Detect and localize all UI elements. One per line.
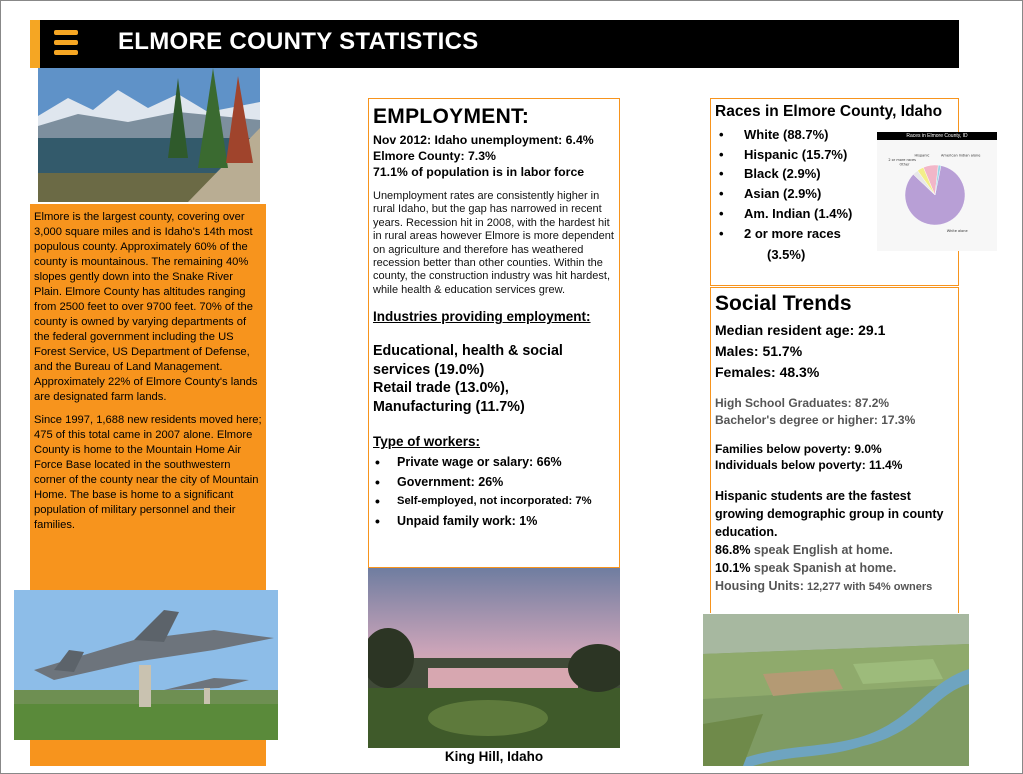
overview-paragraph-1: Elmore is the largest county, covering over 3,000 square miles and is Idaho's 14th most populous county. Approximately 60% of the county is mountainous. The remaining 40% slopes gently down into the Snake River Plain. Elmore County has altitudes ranging from 2500 feet to over 9700 feet. 70% of the county is owned by varying departments of the federal government including the US Forest Service, US Department of Defense, and the Bureau of Land Management. Approximately 22% of Elmore County's lands are designated farm lands. (34, 211, 258, 403)
fighter-jet-monument-photo (14, 590, 278, 740)
header-accent (30, 20, 40, 68)
pie-slice-label: 2 or more races (888, 157, 917, 162)
races-pie-chart (877, 132, 997, 251)
housing-units (715, 577, 954, 596)
poverty-block (715, 442, 954, 473)
stat-labor-force: 71.1% of population is in labor force (373, 165, 585, 179)
bachelors-degree: Bachelor's degree or higher: 17.3% (715, 413, 916, 427)
spanish-text: speak Spanish at home. (750, 561, 897, 575)
industries-heading: Industries providing employment: (373, 309, 591, 325)
list-item: • Government: 26% (373, 473, 615, 493)
social-trends-panel (710, 287, 959, 613)
families-poverty: Families below poverty: 9.0% (715, 442, 882, 456)
pie-slice-label: Other (899, 162, 910, 167)
english-text: speak English at home. (750, 543, 893, 557)
photo-caption: King Hill, Idaho (444, 749, 544, 764)
list-item: • Asian (2.9%) (715, 184, 954, 204)
list-item: • Black (2.9%) (715, 164, 954, 184)
employment-body: Unemployment rates are consistently higher in rural Idaho, but the gap has narrowed in recent years. Recession hit in 2008, with the hardest hit in rural areas however Elmore is more dependent on agriculture and therefore has weathered recession better than other counties. Within the county, the construction industry was hit hardest, while health & education services grew. (373, 190, 614, 296)
industry-item: Manufacturing (11.7%) (373, 398, 525, 415)
english-pct: 86.8% (715, 543, 751, 557)
page-title: ELMORE COUNTY STATISTICS (118, 28, 479, 55)
employment-title: EMPLOYMENT: (373, 105, 530, 128)
english-at-home (715, 541, 954, 559)
employment-panel (368, 98, 620, 568)
pie-slice-label: American Indian alone (941, 153, 981, 158)
list-item: • White (88.7%) (715, 125, 954, 145)
races-list-continuation: (3.5%) (767, 247, 806, 263)
list-item: • Hispanic (15.7%) (715, 145, 954, 165)
county-overview-panel (30, 204, 266, 594)
workers-list (373, 453, 615, 531)
pie-chart-title: Races in Elmore County, ID (877, 132, 997, 140)
median-age: Median resident age: 29.1 (715, 322, 886, 338)
snake-river-aerial-photo (703, 614, 969, 766)
menu-icon[interactable] (54, 30, 78, 58)
workers-heading: Type of workers: (373, 434, 481, 450)
industry-item: Retail trade (13.0%), (373, 380, 509, 397)
social-trends-title: Social Trends (715, 292, 852, 315)
mountain-lake-photo (38, 68, 260, 202)
stat-idaho-unemployment: Nov 2012: Idaho unemployment: 6.4% (373, 133, 594, 147)
spanish-pct: 10.1% (715, 561, 751, 575)
list-item: • Unpaid family work: 1% (373, 512, 615, 532)
education-block (715, 395, 954, 429)
housing-value: 12,277 with 54% owners (803, 581, 933, 593)
industry-item: Educational, health & social services (19.0%) (373, 343, 563, 378)
pie-slice-label: White alone (946, 229, 968, 234)
header-bar (30, 20, 959, 68)
males-pct: Males: 51.7% (715, 343, 803, 359)
housing-label: Housing Units: (715, 579, 804, 593)
hs-graduates: High School Graduates: 87.2% (715, 396, 890, 410)
demographics-block (715, 320, 954, 383)
orange-footer-strip (30, 740, 266, 766)
employment-stats (373, 132, 615, 180)
list-item: • 2 or more races (715, 224, 954, 244)
overview-paragraph-2: Since 1997, 1,688 new residents moved here; 475 of this total came in 2007 alone. Elmore County is home to the Mountain Home Air Force Base located in the southwestern corner of the county near the city of Mountain Home. The base is home to a significant population of military personnel and their families. (34, 414, 262, 531)
list-item: • Am. Indian (1.4%) (715, 204, 954, 224)
hispanic-note: Hispanic students are the fastest growing demographic group in county education. (715, 489, 944, 539)
king-hill-photo (368, 568, 620, 748)
individuals-poverty: Individuals below poverty: 11.4% (715, 457, 903, 472)
females-pct: Females: 48.3% (715, 364, 820, 380)
races-title: Races in Elmore County, Idaho (715, 103, 943, 120)
pie-slice-label: Hispanic (914, 153, 930, 158)
list-item: • Private wage or salary: 66% (373, 453, 615, 473)
list-item: • Self-employed, not incorporated: 7% (373, 492, 615, 512)
spanish-at-home (715, 559, 954, 577)
pie-chart-canvas (877, 140, 997, 251)
stat-elmore-unemployment: Elmore County: 7.3% (373, 149, 496, 163)
industries-list (373, 342, 615, 416)
